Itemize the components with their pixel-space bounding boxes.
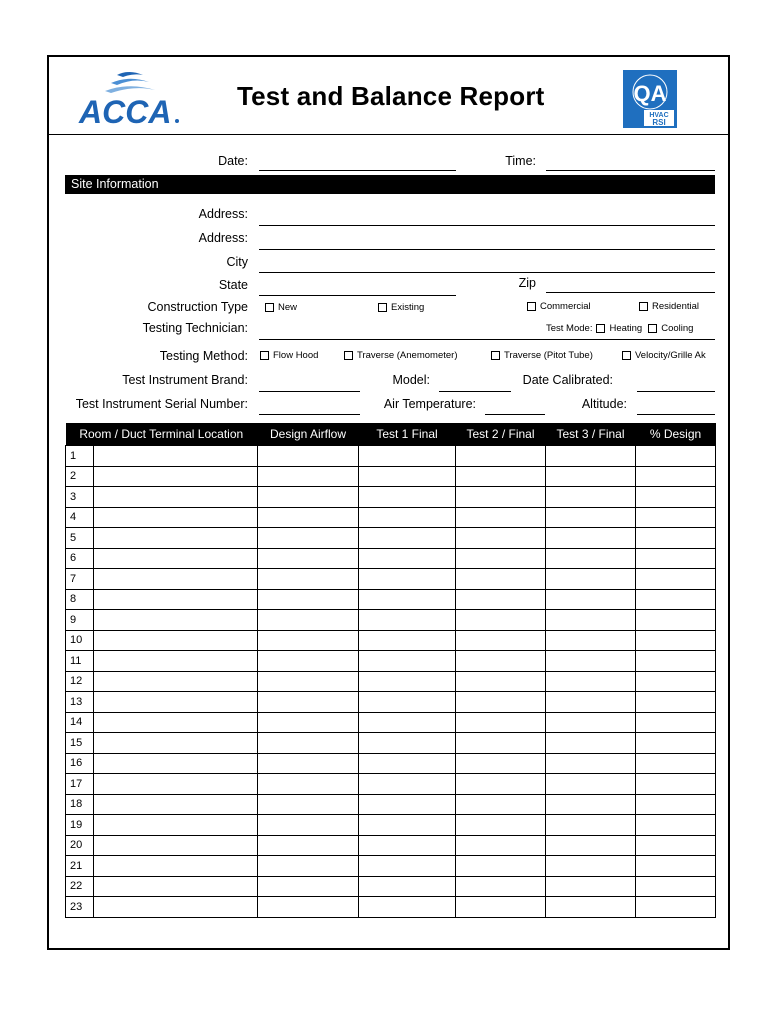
address-label-1: Address: [198,207,248,221]
table-cell[interactable] [546,446,636,467]
table-cell[interactable] [456,610,546,631]
row-number: 2 [66,466,94,487]
table-cell[interactable] [546,712,636,733]
table-cell[interactable] [94,794,258,815]
checkbox-label: Commercial [540,301,591,312]
report-form [47,55,730,950]
table-cell[interactable] [546,630,636,651]
table-cell[interactable] [94,671,258,692]
state-label: State [218,278,248,292]
row-number: 12 [66,671,94,692]
hvac-qa-logo [623,70,677,128]
checkbox-residential[interactable] [639,301,699,312]
table-cell[interactable] [636,569,716,590]
table-cell[interactable] [456,507,546,528]
table-cell[interactable] [636,733,716,754]
checkbox-box[interactable] [344,351,353,360]
table-cell[interactable] [359,835,456,856]
row-number: 1 [66,446,94,467]
table-cell[interactable] [258,487,359,508]
model-label: Model: [392,373,430,387]
checkbox-box[interactable] [622,351,631,360]
table-cell[interactable] [456,671,546,692]
table-row [66,610,716,631]
table-row [66,446,716,467]
checkbox-box[interactable] [527,302,536,311]
table-cell[interactable] [456,528,546,549]
table-cell[interactable] [456,876,546,897]
table-cell[interactable] [636,835,716,856]
table-row [66,671,716,692]
table-cell[interactable] [94,856,258,877]
table-cell[interactable] [359,569,456,590]
table-cell[interactable] [359,733,456,754]
table-cell[interactable] [456,548,546,569]
cooling-label: Cooling [661,323,694,334]
table-cell[interactable] [456,692,546,713]
column-header-location: Room / Duct Terminal Location [66,423,258,446]
table-cell[interactable] [94,897,258,918]
checkbox-velocity-grille[interactable] [622,350,716,361]
row-number: 15 [66,733,94,754]
table-cell[interactable] [456,712,546,733]
table-cell[interactable] [546,897,636,918]
checkbox-label: New [278,302,298,313]
table-cell[interactable] [258,692,359,713]
table-cell[interactable] [456,856,546,877]
table-row [66,569,716,590]
table-cell[interactable] [546,507,636,528]
table-cell[interactable] [456,794,546,815]
table-cell[interactable] [258,897,359,918]
table-row [66,794,716,815]
table-cell[interactable] [546,487,636,508]
table-cell[interactable] [546,733,636,754]
table-cell[interactable] [636,507,716,528]
row-number: 18 [66,794,94,815]
table-cell[interactable] [359,753,456,774]
table-row [66,507,716,528]
air-temperature-field[interactable] [485,414,545,415]
table-row [66,651,716,672]
table-row [66,692,716,713]
table-cell[interactable] [94,466,258,487]
checkbox-new[interactable] [265,302,297,313]
checkbox-box[interactable] [639,302,648,311]
table-cell[interactable] [258,835,359,856]
row-number: 3 [66,487,94,508]
table-cell[interactable] [636,671,716,692]
row-number: 13 [66,692,94,713]
checkbox-box[interactable] [260,351,269,360]
table-cell[interactable] [258,794,359,815]
table-cell[interactable] [636,897,716,918]
report-header [49,57,728,135]
table-row [66,548,716,569]
table-cell[interactable] [359,897,456,918]
column-header-design-airflow: Design Airflow [258,423,359,446]
table-cell[interactable] [94,528,258,549]
table-cell[interactable] [94,569,258,590]
table-cell[interactable] [456,466,546,487]
table-cell[interactable] [456,487,546,508]
table-cell[interactable] [636,487,716,508]
row-number: 16 [66,753,94,774]
table-cell[interactable] [359,589,456,610]
table-cell[interactable] [636,589,716,610]
table-cell[interactable] [546,856,636,877]
table-cell[interactable] [94,630,258,651]
table-cell[interactable] [258,466,359,487]
date-calibrated-label: Date Calibrated: [522,373,613,387]
table-row [66,466,716,487]
testing-technician-label: Testing Technician: [142,321,248,335]
table-cell[interactable] [636,466,716,487]
table-cell[interactable] [258,876,359,897]
table-cell[interactable] [636,712,716,733]
site-information-bar [65,175,715,194]
table-cell[interactable] [359,671,456,692]
table-cell[interactable] [258,753,359,774]
table-cell[interactable] [636,446,716,467]
table-cell[interactable] [456,651,546,672]
svg-text:RSI: RSI [652,118,666,127]
city-field[interactable] [259,272,715,273]
table-cell[interactable] [636,630,716,651]
time-field[interactable] [546,170,715,171]
row-number: 19 [66,815,94,836]
table-cell[interactable] [258,548,359,569]
row-number: 21 [66,856,94,877]
row-number: 22 [66,876,94,897]
table-cell[interactable] [456,897,546,918]
checkbox-commercial[interactable] [527,301,591,312]
table-row [66,487,716,508]
row-number: 14 [66,712,94,733]
table-cell[interactable] [94,446,258,467]
instrument-brand-label: Test Instrument Brand: [122,373,248,387]
table-cell[interactable] [636,774,716,795]
table-cell[interactable] [258,589,359,610]
table-cell[interactable] [94,548,258,569]
table-cell[interactable] [636,548,716,569]
table-cell[interactable] [546,548,636,569]
airflow-table [65,423,716,918]
checkbox-label: Existing [391,302,425,313]
table-cell[interactable] [636,876,716,897]
page-title: Test and Balance Report [237,81,545,111]
table-row [66,589,716,610]
checkbox-flow-hood[interactable] [260,350,318,361]
table-cell[interactable] [546,815,636,836]
table-cell[interactable] [359,651,456,672]
table-cell[interactable] [94,774,258,795]
table-cell[interactable] [258,651,359,672]
table-row [66,733,716,754]
table-cell[interactable] [636,753,716,774]
table-cell[interactable] [546,794,636,815]
table-cell[interactable] [359,856,456,877]
table-body [66,446,716,918]
table-cell[interactable] [258,507,359,528]
table-cell[interactable] [258,815,359,836]
date-calibrated-field[interactable] [637,391,715,392]
table-cell[interactable] [546,589,636,610]
table-cell[interactable] [456,733,546,754]
column-header-test3: Test 3 / Final [546,423,636,446]
row-number: 4 [66,507,94,528]
table-cell[interactable] [359,712,456,733]
table-cell[interactable] [546,753,636,774]
checkbox-heating[interactable] [596,324,605,333]
row-number: 10 [66,630,94,651]
table-cell[interactable] [636,692,716,713]
table-cell[interactable] [546,528,636,549]
table-cell[interactable] [359,487,456,508]
row-number: 17 [66,774,94,795]
zip-field[interactable] [546,292,715,293]
table-row [66,897,716,918]
table-cell[interactable] [258,610,359,631]
table-cell[interactable] [94,733,258,754]
table-row [66,753,716,774]
table-cell[interactable] [546,651,636,672]
table-cell[interactable] [636,651,716,672]
checkbox-existing[interactable] [378,302,424,313]
table-cell[interactable] [456,630,546,651]
instrument-brand-field[interactable] [259,391,360,392]
svg-text:HVAC: HVAC [649,112,669,119]
table-cell[interactable] [94,610,258,631]
table-cell[interactable] [94,835,258,856]
table-cell[interactable] [359,692,456,713]
row-number: 5 [66,528,94,549]
table-cell[interactable] [94,507,258,528]
column-header-test2: Test 2 / Final [456,423,546,446]
column-header-percent-design: % Design [636,423,716,446]
table-header-row [66,423,716,446]
table-row [66,856,716,877]
test-mode-label: Test Mode: [546,323,593,334]
table-cell[interactable] [258,446,359,467]
checkbox-box[interactable] [265,303,274,312]
testing-technician-field[interactable] [259,339,715,340]
table-cell[interactable] [94,692,258,713]
row-number: 9 [66,610,94,631]
table-cell[interactable] [258,856,359,877]
checkbox-label: Velocity/Grille Ak [635,350,706,361]
table-cell[interactable] [258,733,359,754]
checkbox-box[interactable] [491,351,500,360]
table-cell[interactable] [94,651,258,672]
table-cell[interactable] [546,569,636,590]
table-row [66,712,716,733]
city-label: City [226,255,248,269]
testing-method-label: Testing Method: [159,349,248,363]
table-cell[interactable] [456,774,546,795]
table-cell[interactable] [94,712,258,733]
table-row [66,774,716,795]
checkbox-box[interactable] [378,303,387,312]
table-cell[interactable] [258,671,359,692]
address-field-1[interactable] [259,225,715,226]
table-cell[interactable] [546,610,636,631]
table-cell[interactable] [636,815,716,836]
row-number: 6 [66,548,94,569]
table-row [66,815,716,836]
table-cell[interactable] [546,835,636,856]
table-cell[interactable] [636,610,716,631]
table-cell[interactable] [94,815,258,836]
table-cell[interactable] [359,794,456,815]
table-cell[interactable] [258,712,359,733]
altitude-label: Altitude: [581,397,627,411]
table-cell[interactable] [258,774,359,795]
address-label-2: Address: [198,231,248,245]
table-cell[interactable] [94,487,258,508]
time-label: Time: [505,154,536,168]
table-cell[interactable] [359,876,456,897]
table-row [66,835,716,856]
table-cell[interactable] [546,466,636,487]
table-row [66,630,716,651]
air-temperature-label: Air Temperature: [383,397,476,411]
table-cell[interactable] [359,630,456,651]
table-cell[interactable] [456,835,546,856]
checkbox-label: Flow Hood [273,350,319,361]
row-number: 11 [66,651,94,672]
altitude-field[interactable] [637,414,715,415]
row-number: 23 [66,897,94,918]
model-field[interactable] [439,391,511,392]
test-mode [546,323,693,334]
table-cell[interactable] [359,528,456,549]
table-cell[interactable] [94,876,258,897]
table-cell[interactable] [456,815,546,836]
state-field[interactable] [259,295,456,296]
row-number: 7 [66,569,94,590]
checkbox-traverse-anemometer[interactable] [344,350,457,361]
svg-text:QA: QA [633,81,667,106]
site-information-heading: Site Information [71,177,159,191]
table-cell[interactable] [359,548,456,569]
table-cell[interactable] [359,466,456,487]
serial-number-label: Test Instrument Serial Number: [75,397,248,411]
zip-label: Zip [518,276,536,290]
table-cell[interactable] [94,753,258,774]
table-cell[interactable] [359,446,456,467]
table-cell[interactable] [359,815,456,836]
table-cell[interactable] [546,692,636,713]
row-number: 20 [66,835,94,856]
table-cell[interactable] [636,794,716,815]
heating-label: Heating [609,323,643,334]
table-cell[interactable] [546,876,636,897]
checkbox-label: Residential [652,301,699,312]
table-cell[interactable] [456,753,546,774]
checkbox-label: Traverse (Pitot Tube) [504,350,593,361]
address-field-2[interactable] [259,249,715,250]
row-number: 8 [66,589,94,610]
table-cell[interactable] [636,528,716,549]
table-row [66,876,716,897]
checkbox-label: Traverse (Anemometer) [357,350,458,361]
table-cell[interactable] [94,589,258,610]
table-cell[interactable] [359,507,456,528]
table-cell[interactable] [258,528,359,549]
table-cell[interactable] [258,630,359,651]
table-cell[interactable] [359,774,456,795]
table-row [66,528,716,549]
svg-text:ACCA: ACCA [79,94,172,129]
checkbox-traverse-pitot[interactable] [491,350,593,361]
date-field[interactable] [259,170,456,171]
column-header-test1: Test 1 Final [359,423,456,446]
serial-number-field[interactable] [259,414,360,415]
table-cell[interactable] [546,671,636,692]
acca-logo [77,65,187,129]
table-cell[interactable] [456,569,546,590]
construction-type-label: Construction Type [147,300,248,314]
table-cell[interactable] [456,446,546,467]
table-cell[interactable] [546,774,636,795]
table-cell[interactable] [636,856,716,877]
table-cell[interactable] [456,589,546,610]
date-label: Date: [218,154,248,168]
table-cell[interactable] [258,569,359,590]
checkbox-cooling[interactable] [648,324,657,333]
table-cell[interactable] [359,610,456,631]
